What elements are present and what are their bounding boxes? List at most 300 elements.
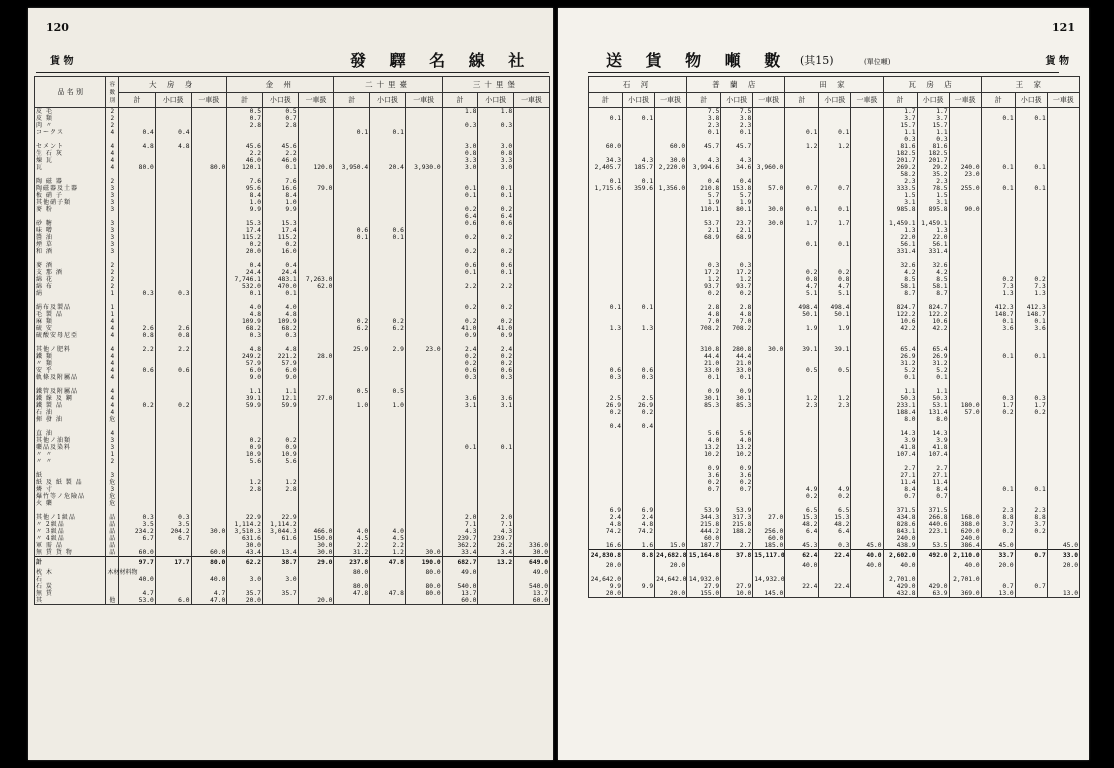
- value-cell: [819, 353, 851, 360]
- value-cell: 40.0: [883, 562, 917, 569]
- item-name: 肉 〃: [35, 122, 106, 129]
- value-cell: 631.6: [227, 535, 263, 542]
- value-cell: [334, 255, 370, 262]
- value-cell: 0.2: [721, 290, 753, 297]
- value-cell: 0.2: [687, 479, 721, 486]
- value-cell: [981, 451, 1015, 458]
- value-cell: [785, 178, 819, 185]
- value-cell: 240.0: [883, 535, 917, 542]
- value-cell: 45.7: [687, 143, 721, 150]
- value-cell: 39.1: [227, 395, 263, 402]
- value-cell: [1047, 514, 1079, 521]
- value-cell: 41.0: [478, 325, 514, 332]
- value-cell: 7.0: [721, 318, 753, 325]
- value-cell: 4.8: [227, 311, 263, 318]
- value-cell: [298, 346, 334, 353]
- table-row: [35, 528, 550, 535]
- value-cell: 492.0: [917, 550, 949, 563]
- value-cell: 4.9: [819, 486, 851, 493]
- value-cell: 0.2: [819, 269, 851, 276]
- value-cell: 0.1: [981, 185, 1015, 192]
- value-cell: [687, 171, 721, 178]
- value-cell: 1.1: [262, 388, 298, 395]
- value-cell: 0.1: [370, 129, 406, 136]
- value-cell: [191, 500, 227, 507]
- value-cell: [687, 248, 721, 255]
- value-cell: [655, 325, 687, 332]
- value-cell: [191, 248, 227, 255]
- value-cell: [298, 388, 334, 395]
- value-cell: 3.0: [478, 143, 514, 150]
- value-cell: [334, 500, 370, 507]
- value-cell: 215.8: [687, 521, 721, 528]
- value-cell: [981, 381, 1015, 388]
- value-cell: 1.3: [623, 325, 655, 332]
- value-cell: [478, 171, 514, 178]
- value-cell: 95.6: [227, 185, 263, 192]
- value-cell: 0.5: [262, 108, 298, 116]
- value-cell: [478, 199, 514, 206]
- value-cell: 20.0: [981, 562, 1015, 569]
- value-cell: [981, 143, 1015, 150]
- value-cell: 331.4: [883, 248, 917, 255]
- value-cell: [442, 136, 478, 143]
- value-cell: [405, 367, 442, 374]
- value-cell: [1015, 360, 1047, 367]
- table-row: [589, 199, 1080, 206]
- value-cell: [405, 493, 442, 500]
- value-cell: [478, 590, 514, 597]
- value-cell: [623, 339, 655, 346]
- item-name: 皮 毛: [35, 108, 106, 116]
- table-row: [35, 241, 550, 248]
- value-cell: [334, 437, 370, 444]
- value-cell: 0.1: [227, 290, 263, 297]
- value-cell: 0.7: [785, 185, 819, 192]
- value-cell: 0.2: [478, 353, 514, 360]
- value-cell: [623, 297, 655, 304]
- value-cell: [851, 493, 883, 500]
- value-cell: 45.6: [262, 143, 298, 150]
- table-row: [35, 514, 550, 521]
- value-cell: [949, 395, 981, 402]
- value-cell: [119, 360, 156, 367]
- value-cell: [819, 409, 851, 416]
- value-cell: 145.0: [753, 590, 785, 598]
- table-row: [589, 122, 1080, 129]
- value-cell: 3.6: [687, 472, 721, 479]
- value-cell: [1015, 122, 1047, 129]
- value-cell: [819, 171, 851, 178]
- value-cell: 40.0: [851, 550, 883, 563]
- value-cell: [851, 262, 883, 269]
- value-cell: 3.3: [442, 157, 478, 164]
- value-cell: 4.5: [370, 535, 406, 542]
- value-cell: [949, 122, 981, 129]
- value-cell: [370, 381, 406, 388]
- item-name: 燐 寸: [35, 486, 106, 493]
- value-cell: 0.3: [155, 514, 191, 521]
- value-cell: [1047, 115, 1079, 122]
- value-cell: [655, 486, 687, 493]
- value-cell: [949, 332, 981, 339]
- value-cell: [334, 514, 370, 521]
- value-cell: [721, 339, 753, 346]
- title-note: (其15): [800, 54, 834, 67]
- value-cell: 60.0: [753, 535, 785, 542]
- value-cell: 10.6: [883, 318, 917, 325]
- value-cell: [442, 451, 478, 458]
- value-cell: 0.2: [981, 528, 1015, 535]
- value-cell: [298, 583, 334, 590]
- value-cell: [405, 507, 442, 514]
- value-cell: [851, 276, 883, 283]
- value-cell: [405, 311, 442, 318]
- value-cell: [851, 569, 883, 576]
- value-cell: 6.9: [589, 507, 623, 514]
- item-name: 〃 〃: [35, 451, 106, 458]
- value-cell: [262, 339, 298, 346]
- value-cell: [119, 108, 156, 116]
- value-cell: [478, 297, 514, 304]
- table-row: [589, 304, 1080, 311]
- value-cell: [155, 213, 191, 220]
- value-cell: [370, 150, 406, 157]
- value-cell: 0.2: [478, 318, 514, 325]
- value-cell: 80.0: [405, 590, 442, 597]
- value-cell: [785, 332, 819, 339]
- value-cell: [227, 465, 263, 472]
- value-cell: 1.7: [1015, 402, 1047, 409]
- value-cell: [687, 339, 721, 346]
- value-cell: [298, 262, 334, 269]
- value-cell: 2.2: [119, 346, 156, 353]
- value-cell: 80.1: [721, 206, 753, 213]
- table-row: [589, 157, 1080, 164]
- value-cell: [883, 569, 917, 576]
- value-cell: [119, 199, 156, 206]
- value-cell: [851, 430, 883, 437]
- value-cell: [1047, 458, 1079, 465]
- item-name: 〃 4級品: [35, 535, 106, 542]
- value-cell: [851, 129, 883, 136]
- value-cell: 2.0: [478, 514, 514, 521]
- value-cell: [155, 178, 191, 185]
- value-cell: 60.0: [514, 597, 550, 605]
- value-cell: [819, 388, 851, 395]
- value-cell: 362.2: [442, 542, 478, 549]
- value-cell: 20.4: [370, 164, 406, 171]
- value-cell: [623, 388, 655, 395]
- item-name: 藥品及染料: [35, 444, 106, 451]
- value-cell: [753, 458, 785, 465]
- table-row: [589, 213, 1080, 220]
- value-cell: [785, 381, 819, 388]
- value-cell: [262, 465, 298, 472]
- value-cell: 110.1: [687, 206, 721, 213]
- value-cell: [191, 514, 227, 521]
- value-cell: 0.3: [227, 332, 263, 339]
- value-cell: [478, 241, 514, 248]
- value-cell: 190.0: [405, 557, 442, 570]
- value-cell: 1.7: [819, 220, 851, 227]
- value-cell: 6.4: [478, 213, 514, 220]
- value-cell: [514, 129, 550, 136]
- value-cell: 0.8: [155, 332, 191, 339]
- item-unit: 3: [106, 220, 119, 227]
- value-cell: [514, 157, 550, 164]
- value-cell: [949, 304, 981, 311]
- value-cell: 6.7: [119, 535, 156, 542]
- table-row: [35, 479, 550, 486]
- value-cell: 3.1: [917, 199, 949, 206]
- value-cell: [298, 122, 334, 129]
- item-unit: 品: [106, 542, 119, 549]
- station-header: 王 家: [981, 77, 1079, 93]
- item-unit: 品: [106, 528, 119, 535]
- value-cell: 0.1: [478, 269, 514, 276]
- value-cell: 0.5: [819, 367, 851, 374]
- value-cell: 30.0: [753, 346, 785, 353]
- value-cell: 0.1: [623, 115, 655, 122]
- value-cell: [785, 500, 819, 507]
- value-cell: 5.1: [785, 290, 819, 297]
- value-cell: 7.3: [981, 283, 1015, 290]
- value-cell: [851, 269, 883, 276]
- value-cell: [623, 430, 655, 437]
- value-cell: [589, 276, 623, 283]
- value-cell: [949, 269, 981, 276]
- value-cell: 27.9: [687, 583, 721, 590]
- value-cell: [298, 311, 334, 318]
- sub-column-header: 小口扱: [478, 93, 514, 108]
- value-cell: 2.4: [623, 514, 655, 521]
- table-row: [35, 325, 550, 332]
- value-cell: [298, 297, 334, 304]
- value-cell: 2.4: [478, 346, 514, 353]
- value-cell: [334, 157, 370, 164]
- unit-column-header: 容 數 別: [106, 77, 119, 108]
- value-cell: [721, 416, 753, 423]
- value-cell: [687, 381, 721, 388]
- value-cell: [1015, 157, 1047, 164]
- value-cell: 540.0: [514, 583, 550, 590]
- table-row: [35, 164, 550, 171]
- value-cell: [753, 136, 785, 143]
- value-cell: [191, 241, 227, 248]
- value-cell: [370, 241, 406, 248]
- value-cell: [370, 206, 406, 213]
- value-cell: [883, 381, 917, 388]
- value-cell: 31.2: [917, 360, 949, 367]
- value-cell: [119, 262, 156, 269]
- table-row: [35, 500, 550, 507]
- value-cell: 4.3: [721, 157, 753, 164]
- value-cell: 185.0: [753, 542, 785, 550]
- value-cell: [370, 185, 406, 192]
- value-cell: [589, 346, 623, 353]
- value-cell: [851, 353, 883, 360]
- table-row: [35, 276, 550, 283]
- value-cell: [119, 234, 156, 241]
- sub-column-header: 小口扱: [155, 93, 191, 108]
- value-cell: [721, 576, 753, 583]
- value-cell: 22.9: [227, 514, 263, 521]
- value-cell: [442, 199, 478, 206]
- value-cell: 3.5: [119, 521, 156, 528]
- value-cell: [623, 472, 655, 479]
- value-cell: [851, 206, 883, 213]
- value-cell: [191, 583, 227, 590]
- table-row: [35, 409, 550, 416]
- value-cell: 17.4: [227, 227, 263, 234]
- value-cell: 30.0: [655, 157, 687, 164]
- table-row: [35, 199, 550, 206]
- value-cell: [298, 318, 334, 325]
- value-cell: [334, 374, 370, 381]
- value-cell: [405, 234, 442, 241]
- item-name: 絹: [35, 290, 106, 297]
- value-cell: [155, 542, 191, 549]
- value-cell: 50.3: [883, 395, 917, 402]
- value-cell: 412.3: [981, 304, 1015, 311]
- value-cell: [949, 136, 981, 143]
- value-cell: 24,642.0: [656, 576, 687, 583]
- item-unit: [106, 297, 119, 304]
- value-cell: [655, 528, 687, 535]
- value-cell: [191, 325, 227, 332]
- value-cell: [119, 150, 156, 157]
- item-unit: [106, 465, 119, 472]
- value-cell: 3.4: [478, 549, 514, 557]
- value-cell: [370, 276, 406, 283]
- value-cell: 2.8: [262, 122, 298, 129]
- value-cell: [851, 171, 883, 178]
- value-cell: [370, 178, 406, 185]
- value-cell: [623, 255, 655, 262]
- value-cell: [1047, 451, 1079, 458]
- value-cell: [191, 402, 227, 409]
- value-cell: [819, 479, 851, 486]
- value-cell: 20.0: [655, 590, 687, 598]
- value-cell: [949, 416, 981, 423]
- value-cell: [819, 374, 851, 381]
- value-cell: [785, 318, 819, 325]
- item-unit: 2: [106, 108, 119, 116]
- value-cell: [155, 590, 191, 597]
- value-cell: 0.2: [442, 360, 478, 367]
- value-cell: 0.1: [785, 206, 819, 213]
- value-cell: [514, 576, 550, 583]
- value-cell: [191, 521, 227, 528]
- value-cell: 56.1: [883, 241, 917, 248]
- page-title: 發 驛 名 線 社: [350, 51, 534, 70]
- value-cell: 0.8: [785, 276, 819, 283]
- value-cell: [334, 136, 370, 143]
- value-cell: [442, 388, 478, 395]
- value-cell: [155, 569, 191, 576]
- value-cell: [191, 227, 227, 234]
- value-cell: [819, 569, 851, 576]
- item-name: 其他ノ油類: [35, 437, 106, 444]
- value-cell: 9.0: [262, 374, 298, 381]
- value-cell: 0.4: [262, 262, 298, 269]
- value-cell: 7.0: [687, 318, 721, 325]
- value-cell: [514, 178, 550, 185]
- value-cell: 60.0: [589, 143, 623, 150]
- value-cell: [191, 157, 227, 164]
- value-cell: [514, 325, 550, 332]
- table-row: [35, 549, 550, 557]
- value-cell: [514, 318, 550, 325]
- station-header: 瓦 房 店: [883, 77, 981, 93]
- item-name: 麥 粉: [35, 206, 106, 213]
- value-cell: [883, 339, 917, 346]
- value-cell: 9.9: [227, 206, 263, 213]
- value-cell: 1.7: [785, 220, 819, 227]
- value-cell: [405, 108, 442, 116]
- value-cell: 60.0: [687, 535, 721, 542]
- value-cell: 5.6: [227, 458, 263, 465]
- value-cell: [949, 493, 981, 500]
- value-cell: [514, 437, 550, 444]
- value-cell: 22.0: [883, 234, 917, 241]
- value-cell: [655, 521, 687, 528]
- value-cell: 6.5: [785, 507, 819, 514]
- value-cell: 1.7: [981, 402, 1015, 409]
- value-cell: [514, 486, 550, 493]
- value-cell: [753, 262, 785, 269]
- value-cell: [949, 318, 981, 325]
- table-row: [35, 269, 550, 276]
- value-cell: [949, 115, 981, 122]
- value-cell: [819, 262, 851, 269]
- item-unit: [106, 590, 119, 597]
- value-cell: [655, 297, 687, 304]
- value-cell: [191, 542, 227, 549]
- value-cell: [949, 150, 981, 157]
- value-cell: [819, 465, 851, 472]
- value-cell: [191, 430, 227, 437]
- sub-column-header: 計: [687, 93, 721, 108]
- value-cell: [191, 255, 227, 262]
- value-cell: 470.0: [262, 283, 298, 290]
- item-unit: 品: [106, 535, 119, 542]
- value-cell: 22.9: [262, 514, 298, 521]
- value-cell: [1015, 542, 1047, 550]
- value-cell: [589, 213, 623, 220]
- value-cell: [405, 318, 442, 325]
- value-cell: [981, 346, 1015, 353]
- item-unit: [106, 381, 119, 388]
- value-cell: [589, 444, 623, 451]
- value-cell: [785, 353, 819, 360]
- value-cell: [687, 562, 721, 569]
- value-cell: 90.0: [949, 206, 981, 213]
- value-cell: [949, 381, 981, 388]
- value-cell: 0.7: [981, 583, 1015, 590]
- value-cell: [191, 472, 227, 479]
- value-cell: 0.2: [589, 409, 623, 416]
- value-cell: [655, 241, 687, 248]
- value-cell: [405, 325, 442, 332]
- value-cell: 2.2: [334, 542, 370, 549]
- value-cell: 0.4: [721, 178, 753, 185]
- table-row: [35, 143, 550, 150]
- value-cell: [334, 493, 370, 500]
- value-cell: 3,930.0: [405, 164, 442, 171]
- item-unit: 2: [106, 276, 119, 283]
